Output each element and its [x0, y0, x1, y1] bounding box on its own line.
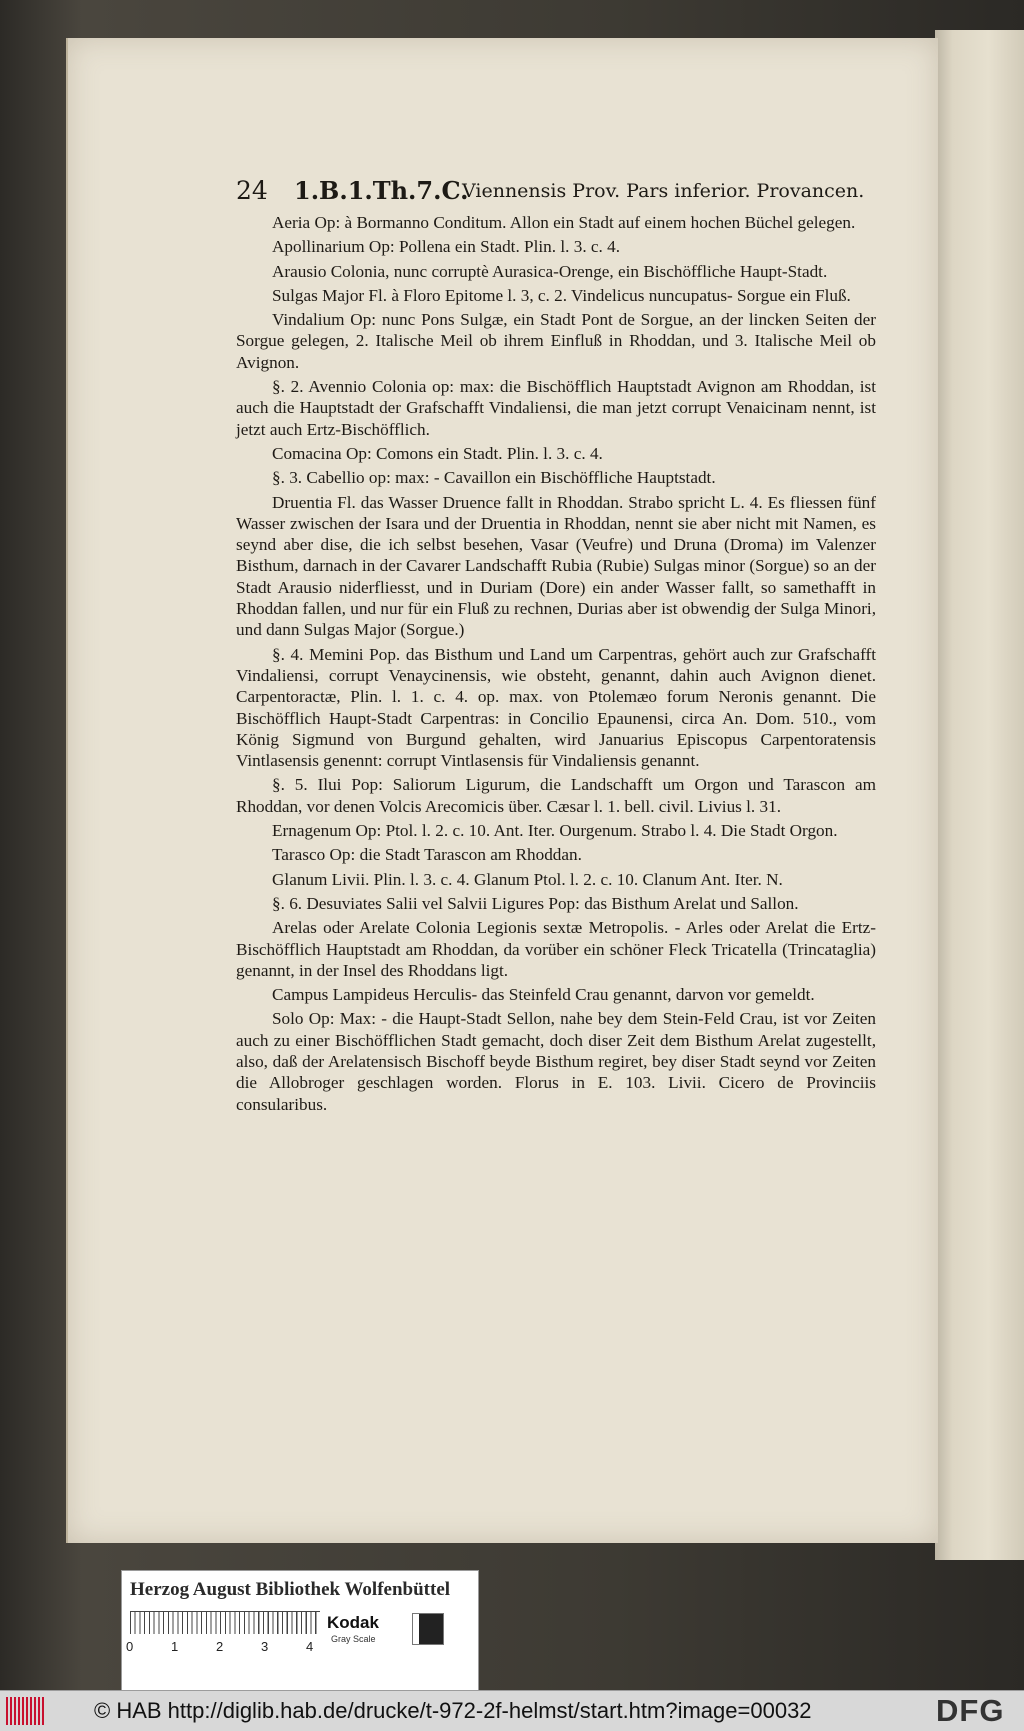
paragraph: §. 3. Cabellio op: max: - Cavaillon ein Bischöffliche Hauptstadt.: [272, 468, 716, 488]
ruler-number: 4: [306, 1639, 314, 1654]
ruler-scale: [130, 1611, 320, 1634]
gray-scale-label: Gray Scale: [331, 1634, 376, 1644]
adjacent-page-edge: [935, 30, 1024, 1560]
page-body: [236, 212, 876, 1118]
paragraph: Sulgas Major Fl. à Floro Epitome l. 3, c. 2. Vindelicus nuncupatus- Sorgue ein Fluß.: [272, 285, 851, 305]
paragraph: §. 2. Avennio Colonia op: max: die Bischöfflich Hauptstadt Avignon am Rhoddan, ist auch die Hauptstadt der Grafschafft Vindaliensi, die man jetzt corrupt Venaicinam nennt, ist jetzt auch Ertz-Bischöfflich.: [236, 377, 876, 439]
gray-swatch: [412, 1613, 444, 1645]
paragraph: Campus Lampideus Herculis- das Steinfeld Crau genannt, darvon vor gemeldt.: [272, 985, 815, 1005]
paragraph: §. 6. Desuviates Salii vel Salvii Ligures Pop: das Bisthum Arelat und Sallon.: [272, 893, 799, 913]
paragraph: Glanum Livii. Plin. l. 3. c. 4. Glanum Ptol. l. 2. c. 10. Clanum Ant. Iter. N.: [272, 869, 783, 889]
paragraph: Arelas oder Arelate Colonia Legionis sextæ Metropolis. - Arles oder Arelat die Ertz-Bischöfflich Hauptstadt am Rhoddan, da vorüber ein schöner Fleck Tricatella (Trincataglia) genannt, in der Insel des Rhoddans ligt.: [236, 918, 876, 980]
ruler-number: 1: [171, 1639, 179, 1654]
ruler-number: 0: [126, 1639, 134, 1654]
section-reference: 1.B.1.Th.7.C.: [294, 176, 469, 205]
kodak-label: Kodak: [327, 1613, 379, 1632]
paragraph: Comacina Op: Comons ein Stadt. Plin. l. 3. c. 4.: [272, 443, 603, 463]
paragraph: §. 5. Ilui Pop: Saliorum Ligurum, die Landschafft um Orgon und Tarascon am Rhoddan, vor denen Volcis Arecomicis über. Cæsar l. 1. bell. civil. Livius l. 31.: [236, 775, 876, 816]
paragraph: Vindalium Op: nunc Pons Sulgæ, ein Stadt Pont de Sorgue, an der lincken Seiten der Sorgue gelegen, 2. Italische Meil ob ihrem Einfluß in Rhoddan, und 3. Italische Meil ob Avignon.: [236, 310, 876, 372]
library-color-card: [121, 1570, 479, 1695]
paragraph: Solo Op: Max: - die Haupt-Stadt Sellon, nahe bey dem Stein-Feld Crau, ist vor Zeiten auch zu einer Bischöfflichen Stadt gemacht, doch diser Zeit dem Bisthum Arelat zugestellt, also, daß der Arelatensisch Bischoff beyde Bisthum regiret, bey diser Stadt seynd vor Zeiten die Allobroger geschlagen worden. Florus in E. 103. Livii. Cicero de Provinciis consularibus.: [236, 1009, 876, 1114]
viewer-footer: [0, 1690, 1024, 1731]
paragraph: §. 4. Memini Pop. das Bisthum und Land um Carpentras, gehört auch zur Grafschafft Vindaliensi, corrupt Venaycinensis, wie obsteht, genannt, dahin auch Avignon dienet. Carpentoractæ, Plin. l. 1. c. 4. op. max. von Ptolemæo forum Neronis genannt. Die Bischöfflich Haupt-Stadt Carpentras: in Concilio Epaunensi, circa An. Dom. 510., vom König Sigmund von Burgund gehalten, wird Januarius Episcopus Carpentoratensis Vintlasensis genennt: corrupt Vintlasensis für Vindaliensis genannt.: [236, 644, 876, 771]
dfg-logo: DFG: [936, 1693, 1005, 1728]
paragraph: Tarasco Op: die Stadt Tarascon am Rhoddan.: [272, 845, 582, 865]
ruler-numbers: [126, 1639, 326, 1655]
paragraph: Arausio Colonia, nunc corruptè Aurasica-Orenge, ein Bischöffliche Haupt-Stadt.: [272, 261, 828, 281]
barcode-icon: [6, 1697, 46, 1725]
page-number: 24: [236, 176, 268, 205]
page-header: [236, 176, 865, 206]
paragraph: Druentia Fl. das Wasser Druence fallt in Rhoddan. Strabo spricht L. 4. Es fliessen fünf Wasser zwischen der Isara und der Druentia in Rhoddan, nennt sie aber nicht mit Namen, es seynd aber dise, die ich selbst besehen, Vasar (Veufre) und Druna (Droma) im Valenzer Bisthum, darnach in der Cavarer Landschafft Rubia (Rubie) Sulgas minor (Sorgue) so an der Stadt Arausio niderfliesst, und in Duriam (Dore) ein ander Wasser fallt, so samethafft in Rhoddan fallen, und nur für ein Fluß zu rechnen, Durias aber ist obwendig der Sulga Minori, und dann Sulgas Major (Sorgue.): [236, 492, 876, 640]
ruler-number: 3: [261, 1639, 269, 1654]
paragraph: Aeria Op: à Bormanno Conditum. Allon ein Stadt auf einem hochen Büchel gelegen.: [272, 213, 856, 232]
paragraph: Ernagenum Op: Ptol. l. 2. c. 10. Ant. Iter. Ourgenum. Strabo l. 4. Die Stadt Orgon.: [272, 821, 838, 841]
paragraph: Apollinarium Op: Pollena ein Stadt. Plin. l. 3. c. 4.: [272, 237, 621, 257]
library-name: Herzog August Bibliothek Wolfenbüttel: [130, 1579, 451, 1600]
ruler-number: 2: [216, 1639, 224, 1654]
running-title: Viennensis Prov. Pars inferior. Provancen.: [462, 180, 865, 202]
source-link[interactable]: © HAB http://diglib.hab.de/drucke/t-972-2f-helmst/start.htm?image=00032: [94, 1698, 812, 1723]
